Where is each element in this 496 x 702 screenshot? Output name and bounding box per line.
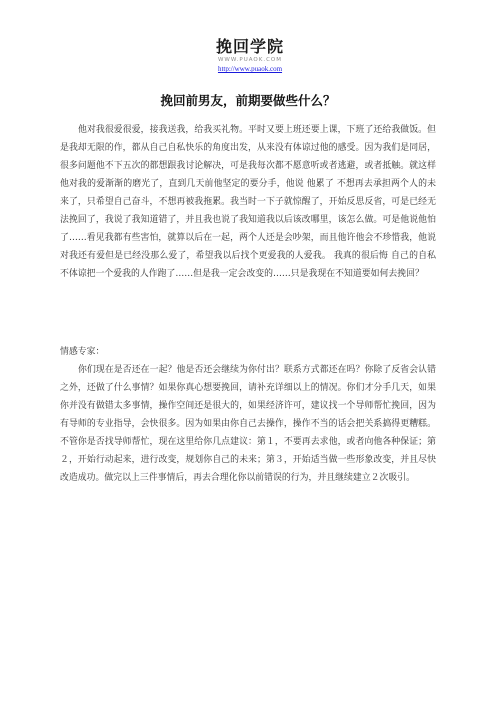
site-logo bbox=[210, 38, 290, 64]
article-title: 挽回前男友，前期要做些什么？ bbox=[160, 93, 336, 108]
logo-text: 挽回学院 bbox=[215, 37, 284, 56]
question-paragraph: 他对我很爱很爱，接我送我，给我买礼物。平时又要上班还要上课，下班了还给我做饭。但是我却无限的作，都从自己自私快乐的角度出发，从来没有体谅过他的感受。因为我们是同居，很多问题他不下五次的都想跟我讨论解决，可是我每次都不愿意听或者逃避，或者抵触。就这样他对我的爱渐渐的磨光了，直到几天前他坚定的要分手，他说 他累了 不想再去承担两个人的未来了，只希望自己奋斗，不想再被我拖累。我当时一下子就惊醒了，开始反思反省，可是已经无法挽回了，我说了我知道错了，并且我也说了我知道我以后该改哪里，该怎么做。可是他说他怕了……看见我都有些害怕，就算以后在一起，两个人还是会吵架，而且他许他会不珍惜我，他说对我还有爱但是已经没那么爱了，希望我以后找个更爱我的人爱我。 我真的很后悔 自己的自私不体谅把一个爱我的人作跑了……但是我一定会改变的……只是我现在不知道要如何去挽回？ bbox=[60, 125, 436, 279]
answer-paragraph: 你们现在是否还在一起？他是否还会继续为你付出？联系方式都还在吗？你除了反省会认错之外，还做了什么事情？如果你真心想要挽回，请补充详细以上的情况。你们才分手几天，如果你并没有做错太多事情，操作空间还是很大的，如果经济许可，建议找一个导师帮忙挽回，因为有导师的专业指导，会快很多。因为如果由你自己去操作，操作不当的话会把关系搞得更糟糕。不管你是否找导师帮忙，现在这里给你几点建议：第１，不要再去求他，或者向他各种保证；第２，开始行动起来，进行改变，规划你自己的未来；第３，开始适当做一些形象改变，并且尽快改造成功。做完以上三件事情后，再去合理化你以前错误的行为，并且继续建立２次吸引。 bbox=[60, 365, 436, 483]
header-divider bbox=[0, 77, 496, 78]
site-url-link[interactable]: http://www.puaok.com bbox=[217, 65, 283, 73]
expert-label: 情感专家： bbox=[60, 347, 105, 357]
logo-subtitle: WWW.PUAOK.COM bbox=[217, 57, 283, 63]
